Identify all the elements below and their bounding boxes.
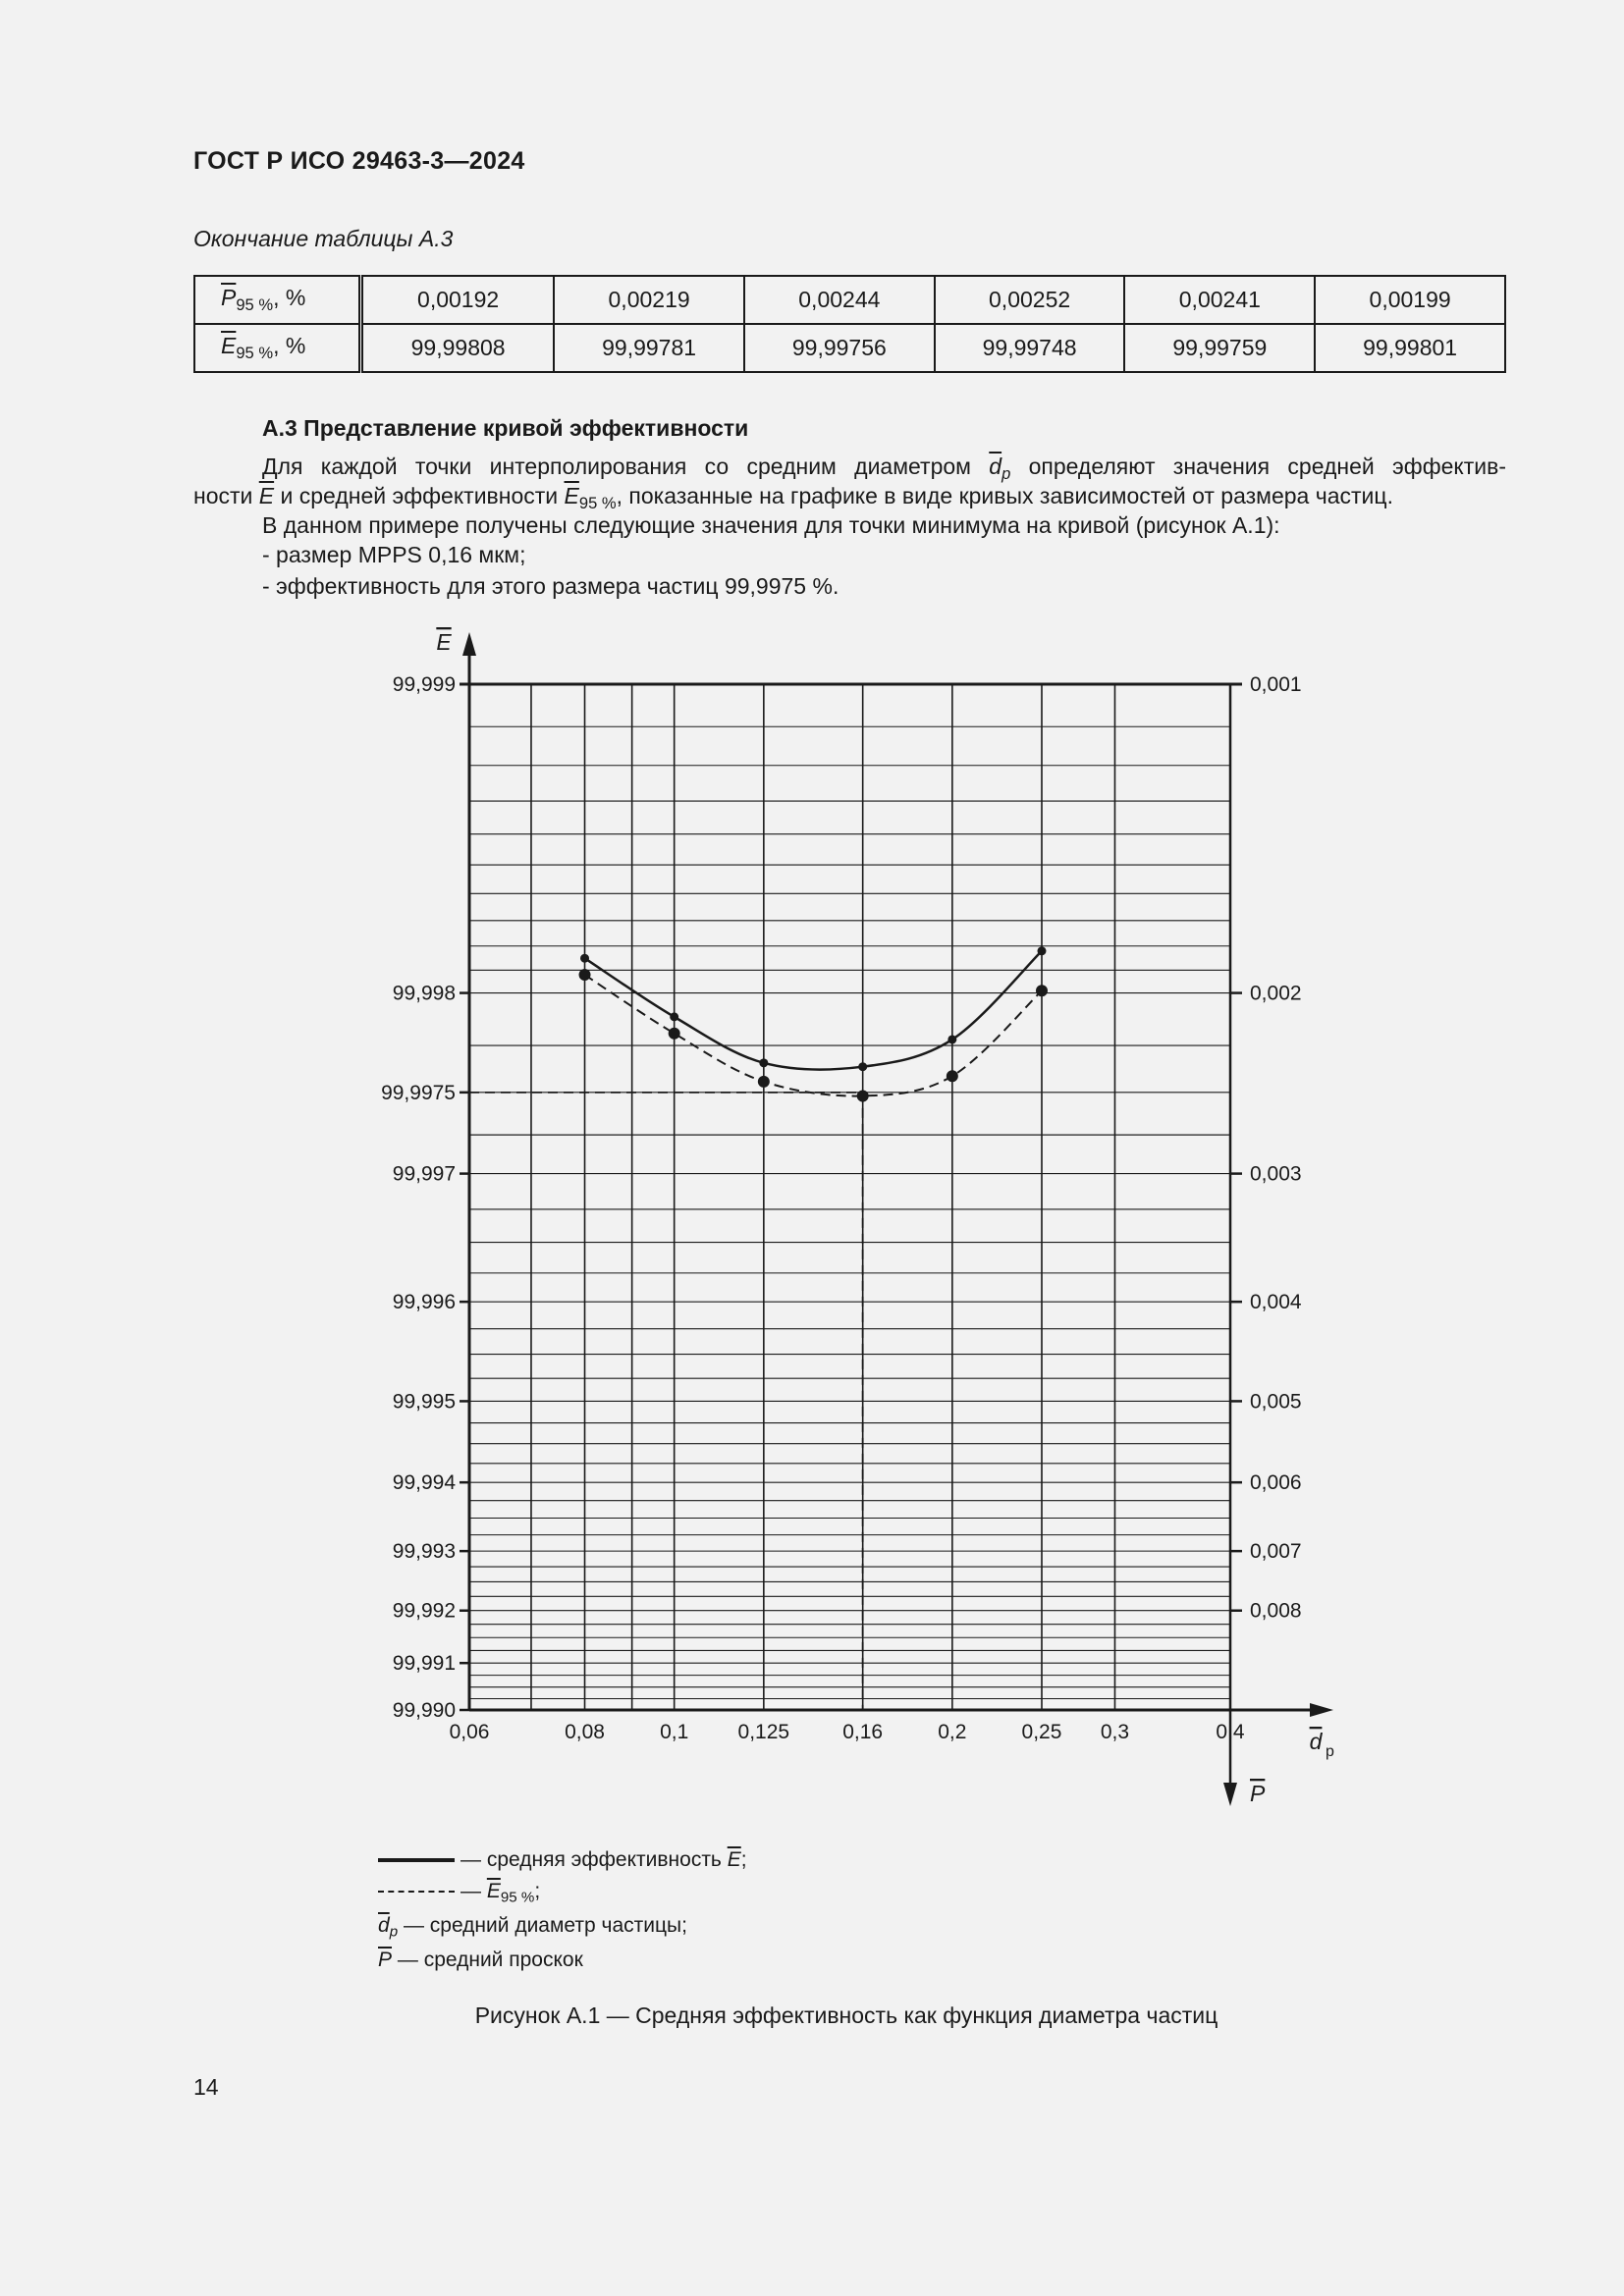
page-number: 14 [193,2074,219,2100]
mean-efficiency-point [580,954,589,963]
table-cell: 99,99781 [554,324,744,372]
x-tick-label: 0,08 [565,1721,605,1743]
table-cell: 0,00219 [554,276,744,324]
table-cell: 99,99808 [361,324,555,372]
table-cell: 0,00241 [1124,276,1315,324]
x-tick-label: 0,2 [938,1721,967,1743]
list-item: - эффективность для этого размера частиц 99,9975 %. [262,573,839,599]
x-axis-label: d [1309,1729,1323,1754]
y-axis-label: E [436,629,452,655]
y-tick-label: 99,995 [392,1390,456,1414]
y-tick-label: 99,993 [392,1540,456,1564]
y2-tick-label: 0,005 [1250,1390,1302,1414]
e95-point [947,1070,958,1082]
figure-caption: Рисунок А.1 — Средняя эффективность как функция диаметра частиц [474,2002,1218,2028]
x-tick-label: 0,125 [737,1721,790,1743]
x-tick-label: 0,16 [842,1721,884,1743]
legend-item-solid: — средняя эффективность $\overline{E}$; [378,1848,747,1872]
list-item: - размер MPPS 0,16 мкм; [262,542,526,567]
x-tick-label: 0,4 [1216,1721,1245,1743]
p-axis-label: P [1250,1781,1266,1806]
legend-item-p: $\overline{P}$ — средний проскок [378,1949,583,1971]
e95-point [669,1028,680,1040]
paragraph: ности $\overline{E}$ и средней эффективности $\overline{E}_{95 \%}$, показанные на графике в виде кривых зависимостей от размера частиц. [193,483,1393,512]
x-tick-label: 0,06 [449,1721,490,1743]
y2-tick-label: 0,002 [1250,982,1302,1005]
solid-line-swatch [378,1858,455,1862]
section-heading: А.3 Представление кривой эффективности [262,415,749,441]
legend-item-dashed: — $\overline{E}_{95 \%}$; [378,1880,540,1906]
table-cell: 0,00199 [1315,276,1505,324]
y-tick-label: 99,996 [392,1291,456,1314]
y2-tick-label: 0,008 [1250,1599,1302,1623]
table-cell: 99,99759 [1124,324,1315,372]
y-tick-label: 99,997 [392,1162,456,1186]
y-axis-arrow-icon [462,632,476,656]
y2-tick-label: 0,001 [1250,673,1302,696]
y-tick-label: 99,9975 [381,1081,456,1104]
mean-efficiency-point [1037,946,1046,955]
x-axis-label-sub: p [1326,1743,1334,1760]
e95-point [579,969,591,981]
paragraph: Для каждой точки интерполирования со средним диаметром $\overline{d}_p$ определяют значения средней эффектив- [262,454,1506,483]
y-tick-label: 99,994 [392,1471,456,1495]
table-caption: Окончание таблицы А.3 [193,226,454,251]
mean-efficiency-point [858,1062,867,1071]
y2-tick-label: 0,007 [1250,1540,1302,1564]
y2-tick-label: 0,004 [1250,1291,1302,1314]
y-tick-label: 99,992 [392,1599,456,1623]
mean-efficiency-curve [585,951,1042,1070]
x-tick-label: 0,25 [1021,1721,1062,1743]
y2-tick-label: 0,003 [1250,1162,1302,1186]
table-cell: 0,00244 [744,276,935,324]
y-tick-label: 99,998 [392,982,456,1005]
row-header: $\overline{P}_{95 \%}$, % [194,276,361,324]
dashed-line-swatch [378,1891,455,1893]
e95-point [758,1076,770,1088]
table-cell: 0,00192 [361,276,555,324]
mean-efficiency-point [759,1058,768,1067]
table-cell: 99,99756 [744,324,935,372]
table-cell: 0,00252 [935,276,1125,324]
p-axis-arrow-icon [1223,1783,1237,1806]
y-tick-label: 99,990 [392,1699,456,1722]
y-tick-label: 99,999 [392,673,456,696]
row-header: $\overline{E}_{95 \%}$, % [194,324,361,372]
mean-efficiency-point [947,1035,956,1043]
chart-grid [460,632,1333,1806]
table-cell: 99,99801 [1315,324,1505,372]
chart-labels [381,629,1334,1806]
x-tick-label: 0,3 [1100,1721,1130,1743]
legend-item-dp: $\overline{d}_p$ — средний диаметр частицы; [378,1914,687,1941]
x-tick-label: 0,1 [660,1721,689,1743]
paragraph: В данном примере получены следующие значения для точки минимума на кривой (рисунок А.1): [262,512,1280,538]
y2-tick-label: 0,006 [1250,1471,1302,1495]
x-axis-arrow-icon [1310,1703,1333,1717]
document-header: ГОСТ Р ИСО 29463-3—2024 [193,147,525,175]
mean-efficiency-point [670,1012,678,1021]
y-tick-label: 99,991 [392,1652,456,1676]
table-cell: 99,99748 [935,324,1125,372]
e95-point [1036,985,1048,996]
